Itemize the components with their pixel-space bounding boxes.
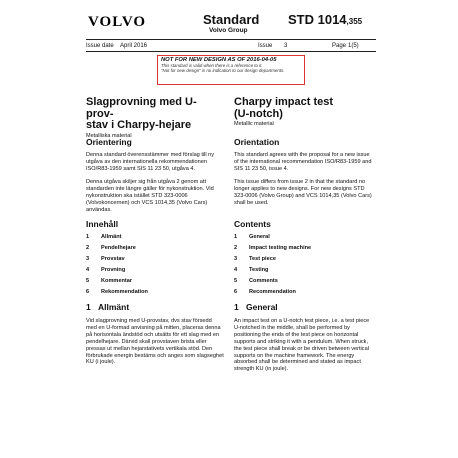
left-general-label: Allmänt bbox=[98, 302, 130, 312]
left-contents-label: Kommentar bbox=[101, 278, 133, 284]
left-contents-num: 3 bbox=[86, 256, 90, 262]
left-orientation-heading: Orientering bbox=[86, 137, 132, 147]
issue-date-label: Issue date bbox=[86, 43, 114, 49]
left-contents-item[interactable] bbox=[86, 245, 148, 256]
right-general-label: General bbox=[246, 302, 278, 312]
left-contents-num: 5 bbox=[86, 278, 90, 284]
left-title-line1: Slagprovning med U-prov- bbox=[86, 96, 197, 120]
left-contents-item[interactable] bbox=[86, 278, 148, 289]
right-contents-item[interactable] bbox=[234, 234, 311, 245]
left-contents-label: Pendelhejare bbox=[101, 245, 136, 251]
issue-date-value: April 2016 bbox=[120, 43, 148, 49]
left-general-heading bbox=[86, 302, 129, 312]
right-orientation-heading: Orientation bbox=[234, 137, 280, 147]
standard-number bbox=[288, 12, 362, 27]
standard-title: Standard bbox=[203, 12, 260, 27]
left-contents-num: 1 bbox=[86, 234, 90, 240]
right-contents-list bbox=[234, 234, 311, 300]
right-title-block bbox=[234, 97, 364, 127]
left-orientation-p2: Denna utgåva skiljer sig från utgåva 2 genom att standarden inte längre gäller för nykonstruktion. Vid nykonstruktion ska istället STD 323-0006 (Volvokoncernen) och VCS 1014,35 (Volvo Cars) användas. bbox=[86, 179, 214, 213]
left-contents-label: Rekommendation bbox=[101, 289, 148, 295]
right-contents-item[interactable] bbox=[234, 278, 311, 289]
right-contents-num: 1 bbox=[234, 234, 238, 240]
right-contents-label: General bbox=[249, 234, 270, 240]
left-orientation-p1: Denna standard överensstämmer med förslag till ny utgåva av den internationella rekommendationen ISO/R83-1959 samt SIS 11 23 50, utgåva 4. bbox=[86, 152, 215, 172]
left-title-line2: stav i Charpy-hejare bbox=[86, 119, 192, 131]
right-general-paragraph: An impact test on a U-notch test piece, i.e. a test piece U-notched in the middle, shall be performed by positioning the ends of the test piece on horizontal supports and striking it with a pendulum. When struck, the test piece shall break or be driven between vertical supports on the machine framework. The energy absorbed shall be determined and stated as impact strength KU (in joule). bbox=[234, 318, 370, 373]
left-contents-label: Provning bbox=[101, 267, 126, 273]
right-orientation-p2: This issue differs from issue 2 in that the standard no longer applies to new designs. For new designs STD 323-0006 (Volvo Group) and VCS 1014,35 (Volvo Cars) shall be used. bbox=[234, 179, 372, 206]
page-label: Page bbox=[332, 43, 347, 49]
right-contents-item[interactable] bbox=[234, 267, 311, 278]
right-title-line1: Charpy impact test bbox=[234, 96, 334, 108]
standard-number-suffix: ,355 bbox=[346, 17, 363, 26]
left-contents-item[interactable] bbox=[86, 267, 148, 278]
left-contents-item[interactable] bbox=[86, 289, 148, 300]
left-contents-num: 2 bbox=[86, 245, 90, 251]
notice-line-design: "Not for new design" is no indication to our design departments. bbox=[161, 68, 285, 74]
right-general-heading bbox=[234, 302, 278, 312]
right-contents-num: 6 bbox=[234, 289, 238, 295]
right-contents-num: 4 bbox=[234, 267, 238, 273]
right-title-line2: (U-notch) bbox=[234, 107, 283, 120]
page-value: 1(5) bbox=[348, 43, 359, 49]
left-contents-item[interactable] bbox=[86, 234, 148, 245]
left-contents-heading: Innehåll bbox=[86, 219, 119, 229]
not-for-new-design-notice bbox=[157, 55, 305, 85]
right-contents-label: Testing bbox=[249, 267, 269, 273]
notice-line-validity: This standard is valid when there is a reference to it. bbox=[161, 63, 263, 68]
notice-headline: NOT FOR NEW DESIGN AS OF 2016-04-05 bbox=[161, 57, 277, 63]
standard-number-main: STD 1014 bbox=[288, 12, 347, 27]
right-contents-item[interactable] bbox=[234, 245, 311, 256]
right-contents-label: Test piece bbox=[249, 256, 276, 262]
left-general-num: 1 bbox=[86, 302, 91, 312]
left-contents-num: 6 bbox=[86, 289, 90, 295]
left-general-paragraph: Vid slagprovning med U-provstav, dvs stav försedd med en U-formad anvisning på mitten, placeras denna på horisontala ändstöd och utsätts för ett slag med en pendelhejare. Därvid skall provstaven brista eller pressas ut mellan hejarstativets vertikala stöd. Den förbrukade energin bestäms och anges som slagseghet KU (i joule). bbox=[86, 318, 224, 366]
left-contents-label: Provstav bbox=[101, 256, 125, 262]
standard-subtitle: Volvo Group bbox=[209, 27, 248, 34]
right-contents-num: 5 bbox=[234, 278, 238, 284]
right-contents-label: Recommendation bbox=[249, 289, 296, 295]
right-contents-heading: Contents bbox=[234, 219, 271, 229]
right-general-num: 1 bbox=[234, 302, 239, 312]
left-contents-num: 4 bbox=[86, 267, 90, 273]
right-contents-label: Impact testing machine bbox=[249, 245, 312, 251]
header-rule-top bbox=[86, 39, 376, 40]
right-contents-item[interactable] bbox=[234, 256, 311, 267]
issue-label: Issue bbox=[258, 43, 273, 49]
right-subtitle: Metallic material bbox=[234, 121, 274, 127]
left-contents-item[interactable] bbox=[86, 256, 148, 267]
right-contents-label: Comments bbox=[249, 278, 278, 284]
left-contents-list bbox=[86, 234, 148, 300]
right-contents-num: 2 bbox=[234, 245, 238, 251]
right-orientation-p1: This standard agrees with the proposal for a new issue of the international recommendation ISO/R83-1959 and SIS 11 23 50, issue 4. bbox=[234, 152, 372, 172]
volvo-logo: VOLVO bbox=[88, 14, 147, 30]
left-title-block bbox=[86, 97, 216, 139]
right-contents-num: 3 bbox=[234, 256, 238, 262]
issue-value: 3 bbox=[284, 43, 288, 49]
header-rule-bottom bbox=[86, 51, 376, 52]
right-contents-item[interactable] bbox=[234, 289, 311, 300]
left-contents-label: Allmänt bbox=[101, 234, 122, 240]
left-subtitle: Metalliska material bbox=[86, 132, 132, 139]
